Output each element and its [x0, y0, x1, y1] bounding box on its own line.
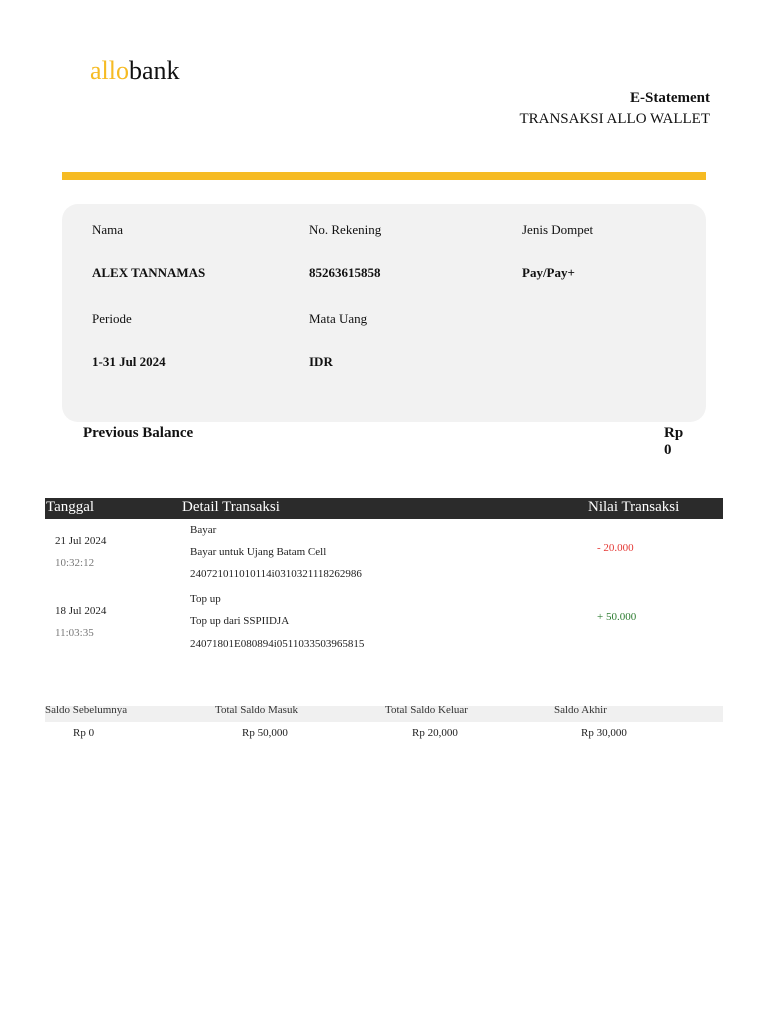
transaction-description: Bayar untuk Ujang Batam Cell — [190, 546, 327, 558]
summary-total-out-value: Rp 20,000 — [412, 727, 458, 739]
logo-bank-text: bank — [129, 56, 180, 85]
wallet-type-value: Pay/Pay+ — [522, 265, 575, 280]
period-label: Periode — [92, 311, 132, 326]
name-value: ALEX TANNAMAS — [92, 265, 206, 280]
header-detail: Detail Transaksi — [182, 499, 280, 515]
account-number-label: No. Rekening — [309, 222, 382, 237]
summary-ending-balance-label: Saldo Akhir — [554, 704, 607, 716]
summary-previous-balance-value: Rp 0 — [73, 727, 95, 739]
period-value: 1-31 Jul 2024 — [92, 354, 166, 369]
allobank-logo — [90, 56, 180, 86]
account-number-value: 85263615858 — [309, 265, 381, 280]
document-subtitle: TRANSAKSI ALLO WALLET — [519, 111, 710, 127]
transaction-date: 18 Jul 2024 — [55, 605, 107, 617]
summary-ending-balance-value: Rp 30,000 — [581, 727, 627, 739]
summary-total-in-value: Rp 50,000 — [242, 727, 288, 739]
summary-previous-balance-label: Saldo Sebelumnya — [45, 704, 128, 716]
transaction-time: 10:32:12 — [55, 557, 95, 569]
summary-total-in-label: Total Saldo Masuk — [215, 704, 298, 716]
transaction-reference: 24071801E080894i0511033503965815 — [190, 638, 365, 650]
document-title: E-Statement — [630, 90, 710, 106]
transaction-reference: 240721011010114i0310321118262986 — [190, 568, 362, 580]
transaction-amount: - 20.000 — [597, 542, 634, 554]
transaction-amount: + 50.000 — [597, 611, 637, 623]
currency-label: Mata Uang — [309, 311, 368, 326]
previous-balance-label: Previous Balance — [83, 425, 194, 441]
summary-header-band — [45, 706, 723, 722]
table-row — [45, 520, 723, 590]
header-date: Tanggal — [46, 499, 95, 515]
previous-balance-value — [664, 425, 694, 459]
account-info-card — [62, 204, 706, 422]
transaction-time: 11:03:35 — [55, 627, 94, 639]
name-label: Nama — [92, 222, 124, 237]
transaction-description: Top up dari SSPIIDJA — [190, 615, 290, 627]
accent-divider — [62, 172, 706, 180]
summary-total-out-label: Total Saldo Keluar — [385, 704, 468, 716]
table-row — [45, 590, 723, 660]
transaction-date: 21 Jul 2024 — [55, 535, 107, 547]
transaction-type: Top up — [190, 593, 221, 605]
currency-value: IDR — [309, 354, 333, 369]
previous-balance-amount: 0 — [664, 442, 672, 458]
transaction-type: Bayar — [190, 524, 217, 536]
previous-balance-currency: Rp — [664, 425, 684, 441]
logo-allo-text: allo — [90, 56, 129, 85]
header-amount: Nilai Transaksi — [588, 499, 680, 515]
transactions-table-header — [45, 498, 723, 519]
wallet-type-label: Jenis Dompet — [522, 222, 594, 237]
